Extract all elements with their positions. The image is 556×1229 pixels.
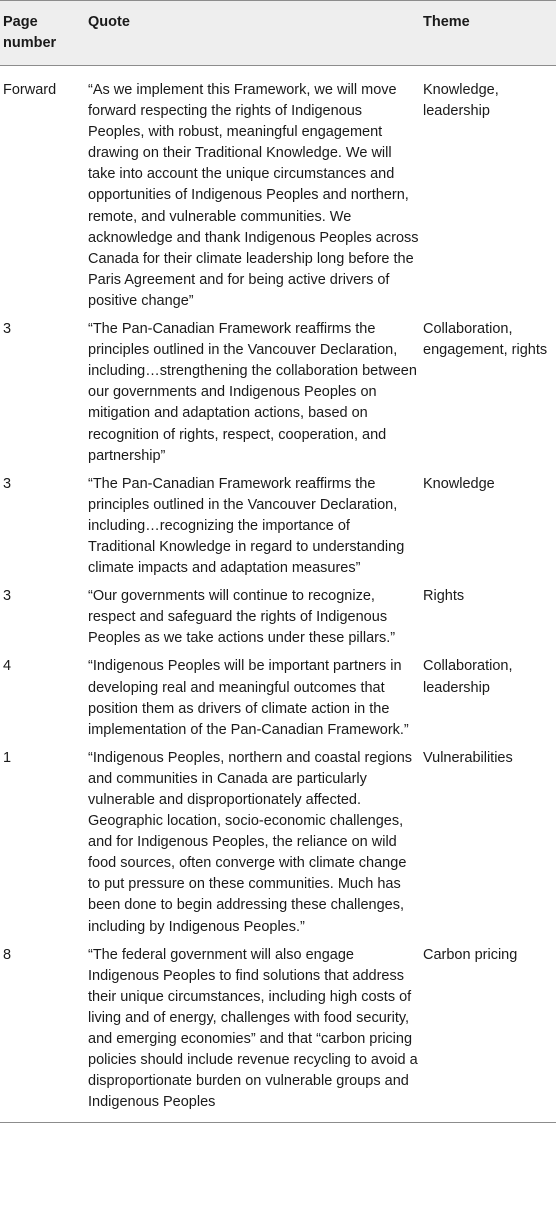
cell-page: 4 xyxy=(3,658,12,675)
cell-quote: “As we implement this Framework, we will move forward respecting the rights of Indigenous Peoples, with robust, meaningful engagement drawing on their Traditional Knowledge. We will take into account the unique circumstances and opportunities of Indigenous Peoples and northern, remote, and vulnerable communities. We acknowledge and thank Indigenous Peoples across Canada for their climate leadership long before the Paris Agreement and for being active drivers of positive change” xyxy=(88,82,419,309)
cell-quote: “The Pan-Canadian Framework reaffirms the principles outlined in the Vancouver Declaration, including…strengthening the collaboration between our governments and Indigenous Peoples on mitigation and adaptation actions, based on recognition of rights, respect, cooperation, and partnership” xyxy=(88,321,417,464)
cell-quote: “The federal government will also engage Indigenous Peoples to find solutions that address their unique circumstances, including high costs of living and of energy, challenges with food security, and emerging economies” and that “carbon pricing policies should include revenue recycling to avoid a disproportionate burden on vulnerable groups and Indigenous Peoples xyxy=(88,940,423,1123)
cell-theme: Rights xyxy=(423,588,465,605)
table-row xyxy=(0,940,556,1123)
cell-page: Forward xyxy=(3,82,57,98)
cell-quote: “Indigenous Peoples will be important partners in developing real and meaningful outcomes that position them as drivers of climate action in the implementation of the Pan-Canadian Framework.” xyxy=(88,658,409,738)
table-row xyxy=(0,469,556,581)
table-row xyxy=(0,581,556,651)
cell-page: 3 xyxy=(3,321,12,338)
cell-theme: Carbon pricing xyxy=(423,940,556,1123)
table-body xyxy=(0,66,556,1123)
cell-page: 8 xyxy=(0,940,88,1123)
cell-page: 1 xyxy=(3,749,12,766)
cell-page: 3 xyxy=(3,475,12,492)
cell-theme: Collaboration, engagement, rights xyxy=(423,321,548,359)
table-header xyxy=(0,1,556,66)
table-row xyxy=(0,651,556,742)
table-row xyxy=(0,314,556,469)
cell-theme: Knowledge xyxy=(423,475,495,492)
cell-quote: “Our governments will continue to recognize, respect and safeguard the rights of Indigenous Peoples as we take actions under these pillars.” xyxy=(88,588,396,647)
cell-quote: “Indigenous Peoples, northern and coastal regions and communities in Canada are particularly vulnerable and disproportionately affected. Geographic location, socio-economic challenges, and for Indigenous Peoples, the reliance on wild food sources, often converge with climate change to put pressure on these communities. Much has been done to begin addressing these challenges, including by Indigenous Peoples.” xyxy=(88,749,413,935)
cell-theme: Knowledge, leadership xyxy=(423,82,499,120)
cell-theme: Vulnerabilities xyxy=(423,749,513,766)
header-quote: Quote xyxy=(88,1,423,66)
cell-page: 3 xyxy=(3,588,12,605)
header-page-number: Page number xyxy=(0,1,88,66)
table-row xyxy=(0,743,556,940)
header-row xyxy=(0,1,556,66)
cell-quote: “The Pan-Canadian Framework reaffirms the principles outlined in the Vancouver Declaration, including…recognizing the importance of Traditional Knowledge in regard to understanding climate impacts and adaptation measures” xyxy=(88,475,405,577)
cell-theme: Collaboration, leadership xyxy=(423,658,513,696)
header-theme: Theme xyxy=(423,1,556,66)
table-row xyxy=(0,66,556,315)
